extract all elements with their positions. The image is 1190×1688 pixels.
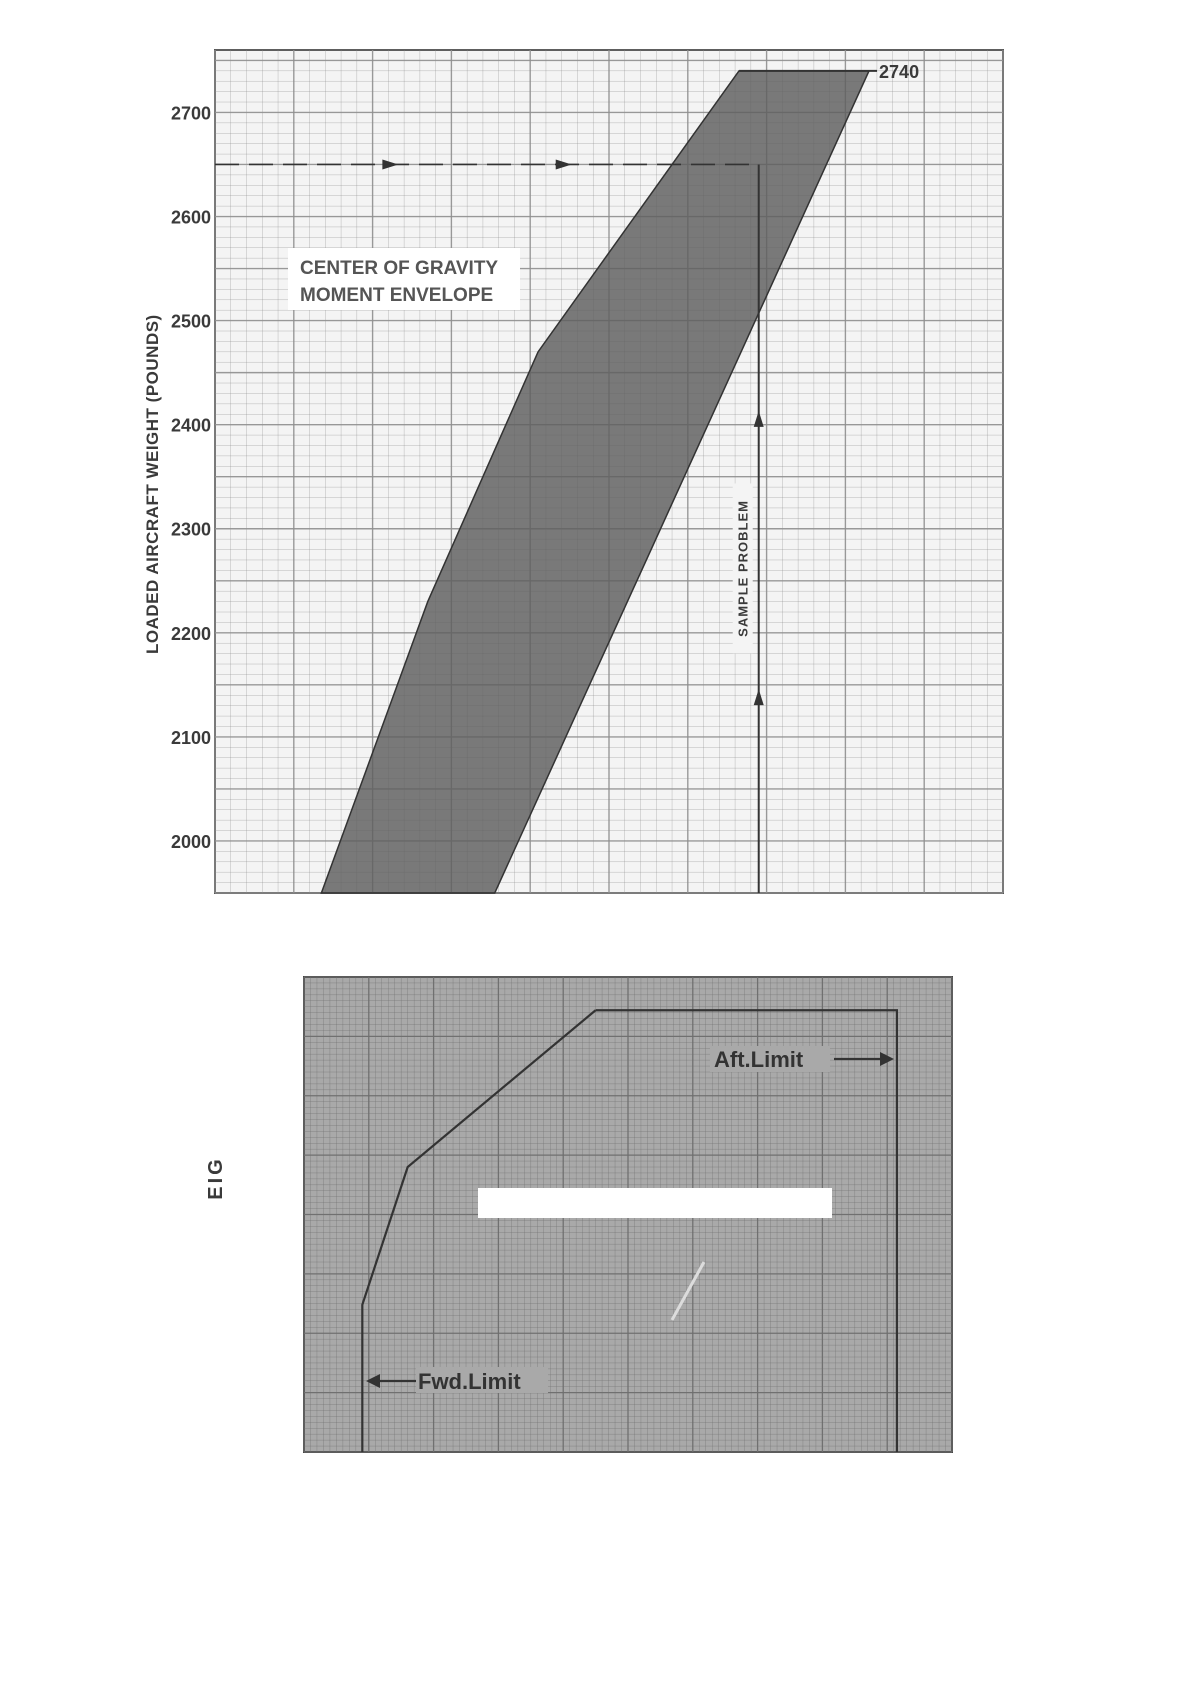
envelope-label-line1: CENTER OF GRAVITY xyxy=(300,258,499,279)
max-weight-label: 2740 xyxy=(879,61,920,82)
envelope-label-line2: MOMENT ENVELOPE xyxy=(300,285,494,306)
fwd-limit-label: Fwd.Limit xyxy=(418,1369,521,1394)
sample-problem-label: SAMPLE PROBLEM xyxy=(735,500,751,637)
y-axis-tick-labels xyxy=(171,103,211,852)
side-label: EIG xyxy=(205,1156,227,1200)
y-axis-label: LOADED AIRCRAFT WEIGHT (POUNDS) xyxy=(143,314,162,655)
y-tick-label: 2300 xyxy=(170,519,211,540)
y-tick-label: 2600 xyxy=(170,207,211,228)
y-tick-label: 2500 xyxy=(170,311,211,332)
y-tick-label: 2700 xyxy=(170,103,211,124)
cg-limits-chart xyxy=(205,977,952,1452)
y-tick-label: 2200 xyxy=(170,623,211,644)
y-tick-label: 2400 xyxy=(170,415,211,436)
y-tick-label: 2100 xyxy=(170,727,211,748)
blank-label-box xyxy=(478,1188,832,1218)
aft-limit-label: Aft.Limit xyxy=(714,1047,804,1072)
cg-envelope-chart xyxy=(143,50,1003,893)
y-tick-label: 2000 xyxy=(170,831,211,852)
